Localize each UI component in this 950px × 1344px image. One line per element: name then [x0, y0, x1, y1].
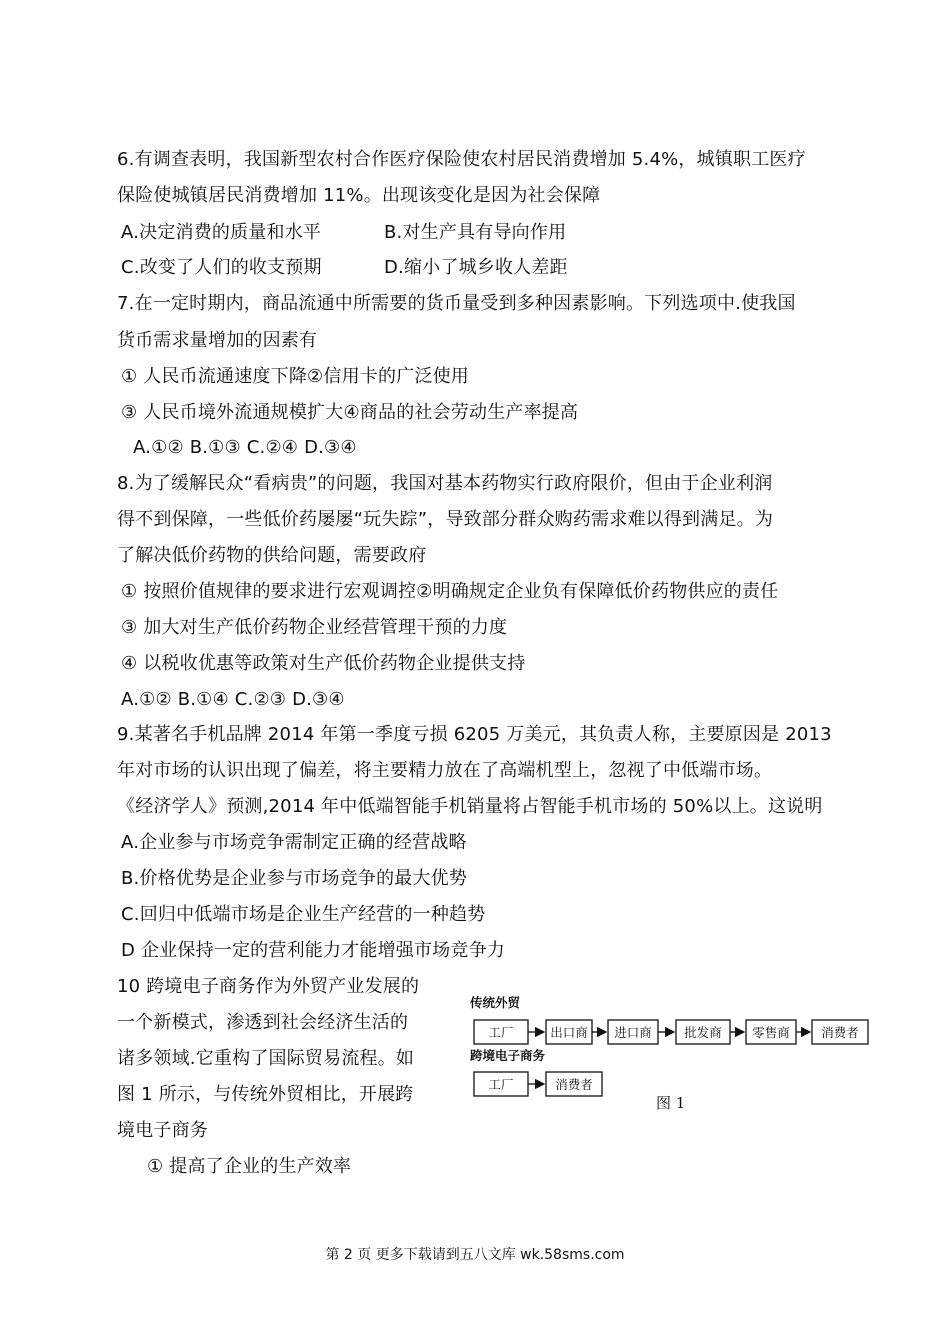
box-importer-label: 进口商 — [614, 1025, 652, 1040]
figure-caption: 图 1 — [656, 1094, 686, 1112]
traditional-chain — [474, 1020, 868, 1044]
q9-stem-line-1: 9.某著名手机品牌 2014 年第一季度亏损 6205 万美元，其负责人称，主要原因是 2013 — [117, 724, 832, 745]
trade-flow-diagram — [470, 992, 880, 1122]
q8-item-line-2: ③ 加大对生产低价药物企业经营管理干预的力度 — [121, 617, 508, 638]
ecommerce-chain — [474, 1072, 602, 1096]
box-consumer-label: 消费者 — [821, 1025, 859, 1040]
q6-option-c: C.改变了人们的收支预期 — [121, 257, 322, 278]
traditional-trade-label: 传统外贸 — [470, 995, 521, 1010]
ec-box-consumer-label: 消费者 — [555, 1077, 593, 1092]
ecommerce-label: 跨境电子商务 — [470, 1048, 546, 1063]
q7-stem-line-1: 7.在一定时期内，商品流通中所需要的货币量受到多种因素影响。下列选项中.使我国 — [117, 293, 796, 314]
ec-box-factory-label: 工厂 — [488, 1077, 514, 1092]
q7-item-line-1: ① 人民币流通速度下降②信用卡的广泛使用 — [121, 366, 469, 387]
trade-flow-figure — [470, 992, 880, 1122]
q8-options: A.①② B.①④ C.②③ D.③④ — [121, 689, 345, 710]
box-factory-label: 工厂 — [488, 1025, 514, 1040]
q9-option-a: A.企业参与市场竞争需制定正确的经营战略 — [121, 832, 467, 853]
box-exporter-label: 出口商 — [550, 1025, 588, 1040]
q9-stem-line-3: 《经济学人》预测,2014 年中低端智能手机销量将占智能手机市场的 50%以上。这说明 — [117, 796, 823, 817]
box-wholesaler-label: 批发商 — [684, 1025, 722, 1040]
q6-stem-line-1: 6.有调查表明，我国新型农村合作医疗保险使农村居民消费增加 5.4%，城镇职工医疗 — [117, 149, 806, 170]
q8-item-line-3: ④ 以税收优惠等政策对生产低价药物企业提供支持 — [121, 653, 526, 674]
q6-option-a: A.决定消费的质量和水平 — [121, 222, 322, 243]
q7-options: A.①② B.①③ C.②④ D.③④ — [133, 437, 357, 458]
q9-option-d: D 企业保持一定的营利能力才能增强市场竞争力 — [121, 940, 505, 961]
q10-stem-line-2: 一个新模式，渗透到社会经济生活的 — [117, 1012, 409, 1033]
q7-item-line-2: ③ 人民币境外流通规模扩大④商品的社会劳动生产率提高 — [121, 402, 579, 423]
q9-option-c: C.回归中低端市场是企业生产经营的一种趋势 — [121, 904, 486, 925]
q6-stem-line-2: 保险使城镇居民消费增加 11%。出现该变化是因为社会保障 — [117, 185, 601, 206]
q10-item-line-1: ① 提高了企业的生产效率 — [147, 1156, 352, 1177]
q10-stem-line-1: 10 跨境电子商务作为外贸产业发展的 — [117, 976, 420, 997]
q10-stem-line-4: 图 1 所示，与传统外贸相比，开展跨 — [117, 1084, 414, 1105]
q7-stem-line-2: 货币需求量增加的因素有 — [117, 330, 318, 351]
q10-stem-line-3: 诸多领域.它重构了国际贸易流程。如 — [117, 1048, 415, 1069]
q10-stem-line-5: 境电子商务 — [117, 1120, 208, 1141]
q9-stem-line-2: 年对市场的认识出现了偏差，将主要精力放在了高端机型上，忽视了中低端市场。 — [117, 760, 773, 781]
box-retailer-label: 零售商 — [752, 1025, 790, 1040]
q6-option-b: B.对生产具有导向作用 — [384, 222, 567, 243]
q8-stem-line-2: 得不到保障，一些低价药屡屡“玩失踪”，导致部分群众购药需求难以得到满足。为 — [117, 509, 774, 530]
q8-item-line-1: ① 按照价值规律的要求进行宏观调控②明确规定企业负有保障低价药物供应的责任 — [121, 581, 779, 602]
q8-stem-line-3: 了解决低价药物的供给问题，需要政府 — [117, 545, 427, 566]
q8-stem-line-1: 8.为了缓解民众“看病贵”的问题，我国对基本药物实行政府限价，但由于企业利润 — [117, 473, 773, 494]
q6-option-d: D.缩小了城乡收人差距 — [384, 257, 568, 278]
page-footer: 第 2 页 更多下载请到五八文库 wk.58sms.com — [325, 1247, 625, 1263]
q9-option-b: B.价格优势是企业参与市场竞争的最大优势 — [121, 868, 468, 889]
